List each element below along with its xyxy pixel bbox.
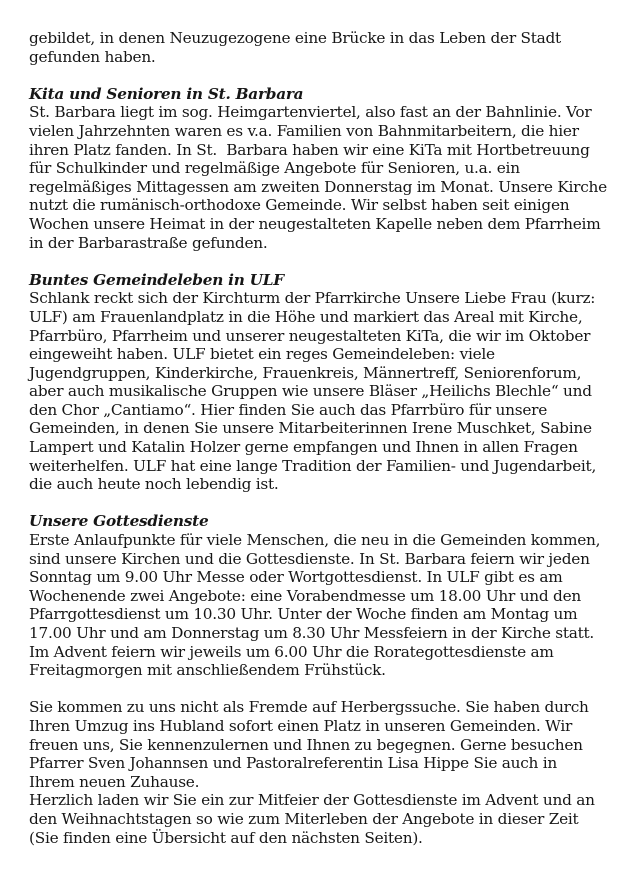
text-line: Freitagmorgen mit anschließendem Frühstück. [29,661,386,680]
text-line: freuen uns, Sie kennenzulernen und Ihnen zu begegnen. Gerne besuchen [29,735,583,754]
text-line: Pfarrbüro, Pfarrheim und unserer neugestalteten KiTa, die wir im Oktober [29,326,591,345]
text-line: Jugendgruppen, Kinderkirche, Frauenkreis, Männertreff, Seniorenforum, [29,363,582,382]
text-line: die auch heute noch lebendig ist. [29,475,279,494]
text-line: nutzt die rumänisch-orthodoxe Gemeinde. Wir selbst haben seit einigen [29,196,570,215]
body-paragraph [29,289,599,494]
text-line: aber auch musikalische Gruppen wie unsere Bläser „Heilichs Blechle“ und [29,382,592,401]
body-paragraph [29,531,599,680]
text-line: Ihren Umzug ins Hubland sofort einen Platz in unseren Gemeinden. Wir [29,716,573,735]
text-line: Ihrem neuen Zuhause. [29,772,200,791]
text-line: für Schulkinder und regelmäßige Angebote für Senioren, u.a. ein [29,159,520,178]
section-heading: Unsere Gottesdienste [29,512,209,531]
section-heading: Buntes Gemeindeleben in ULF [29,270,284,289]
text-line: ihren Platz fanden. In St. Barbara haben wir eine KiTa mit Hortbetreuung [29,140,590,159]
text-line: regelmäßiges Mittagessen am zweiten Donnerstag im Monat. Unsere Kirche [29,177,607,196]
text-line: den Chor „Cantiamo“. Hier finden Sie auch das Pfarrbüro für unsere [29,400,547,419]
body-paragraph [29,698,599,847]
text-line: Wochenende zwei Angebote: eine Vorabendmesse um 18.00 Uhr und den [29,586,582,605]
text-line: ULF) am Frauenlandplatz in die Höhe und markiert das Areal mit Kirche, [29,307,583,326]
section-heading: Kita und Senioren in St. Barbara [29,84,304,103]
text-line: Herzlich laden wir Sie ein zur Mitfeier der Gottesdienste im Advent und an [29,791,595,810]
text-line: Pfarrgottesdienst um 10.30 Uhr. Unter der Woche finden am Montag um [29,605,578,624]
text-line: gebildet, in denen Neuzugezogene eine Brücke in das Leben der Stadt [29,29,561,47]
text-line: vielen Jahrzehnten waren es v.a. Familien von Bahnmitarbeitern, die hier [29,121,579,140]
text-line: Gemeinden, in denen Sie unsere Mitarbeiterinnen Irene Muschket, Sabine [29,419,592,438]
text-line: gefunden haben. [29,47,156,66]
text-line: den Weihnachtstagen so wie zum Miterleben der Angebote in dieser Zeit [29,809,579,828]
text-line: 17.00 Uhr und am Donnerstag um 8.30 Uhr Messfeiern in der Kirche statt. [29,624,595,642]
text-line: Sonntag um 9.00 Uhr Messe oder Wortgottesdienst. In ULF gibt es am [29,568,563,587]
body-paragraph [29,29,599,66]
text-line: Im Advent feiern wir jeweils um 6.00 Uhr die Rorategottesdienste am [29,642,554,661]
text-line: eingeweiht haben. ULF bietet ein reges Gemeindeleben: viele [29,345,495,364]
text-line: Pfarrer Sven Johannsen und Pastoralreferentin Lisa Hippe Sie auch in [29,754,558,773]
body-paragraph [29,103,607,252]
text-line: Erste Anlaufpunkte für viele Menschen, die neu in die Gemeinden kommen, [29,531,601,550]
text-line: Wochen unsere Heimat in der neugestalteten Kapelle neben dem Pfarrheim [29,214,601,233]
text-line: Sie kommen zu uns nicht als Fremde auf Herbergssuche. Sie haben durch [29,698,589,717]
text-line: Schlank reckt sich der Kirchturm der Pfarrkirche Unsere Liebe Frau (kurz: [29,289,596,308]
text-line: weiterhelfen. ULF hat eine lange Tradition der Familien- und Jugendarbeit, [29,456,597,475]
text-line: (Sie finden eine Übersicht auf den nächsten Seiten). [29,828,423,847]
text-line: St. Barbara liegt im sog. Heimgartenviertel, also fast an der Bahnlinie. Vor [29,103,592,122]
text-line: sind unsere Kirchen und die Gottesdienste. In St. Barbara feiern wir jeden [29,549,590,568]
text-line: Lampert und Katalin Holzer gerne empfangen und Ihnen in allen Fragen [29,438,578,457]
text-line: in der Barbarastraße gefunden. [29,233,268,252]
